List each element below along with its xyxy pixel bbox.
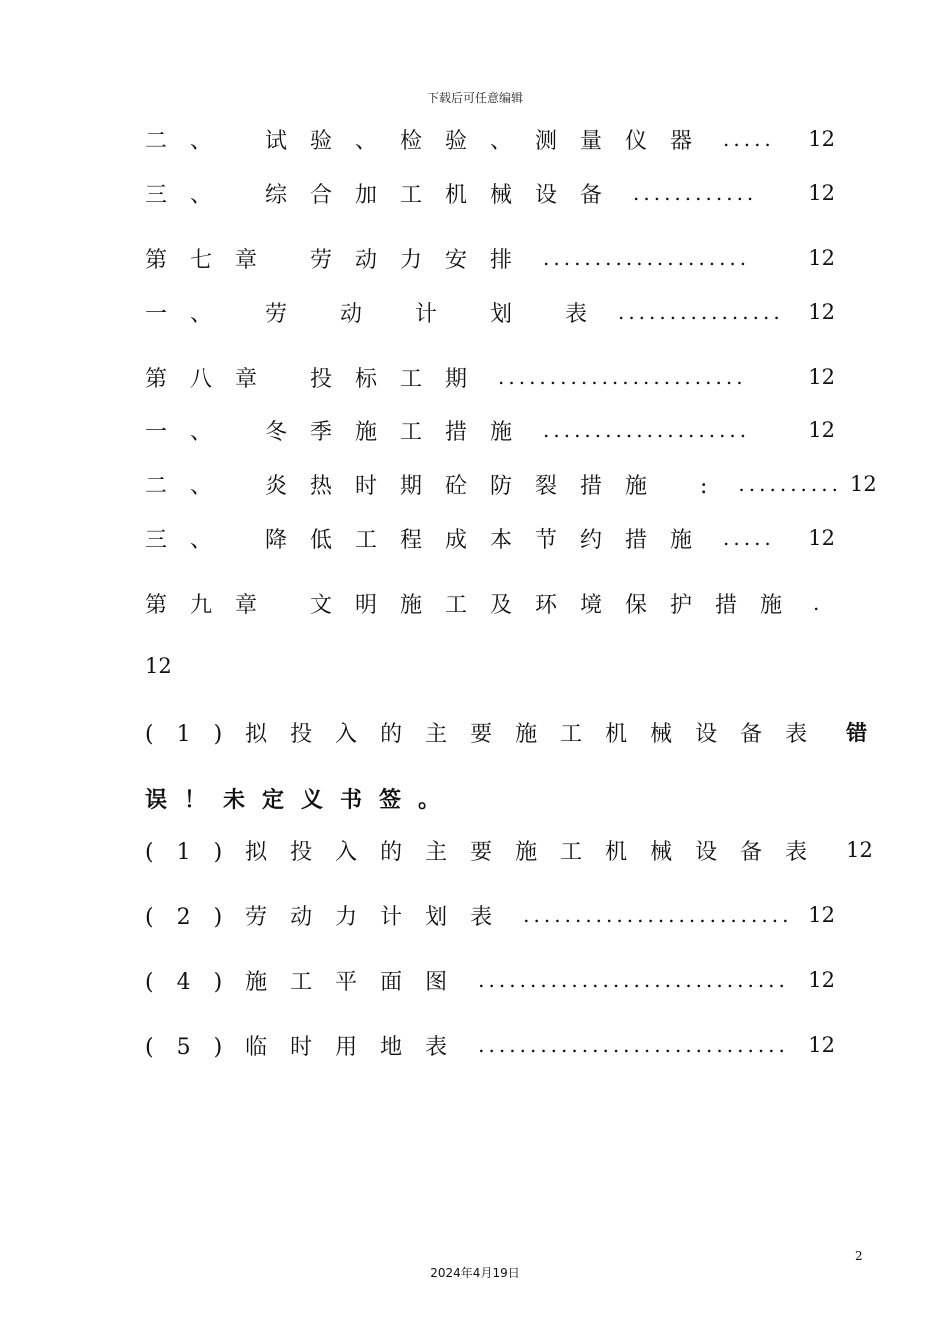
toc-leader-dots: .......... bbox=[738, 472, 842, 496]
toc-entry-text: 三、 降低工程成本节约措施 bbox=[145, 527, 715, 553]
toc-line[interactable] bbox=[145, 123, 835, 155]
toc-leader-dots: .............................. bbox=[478, 968, 789, 992]
toc-page-number: 12 bbox=[808, 526, 835, 550]
toc-page-number: 12 bbox=[808, 300, 835, 324]
footer-date: 2024年4月19日 bbox=[430, 1266, 520, 1280]
toc-leader-dots: ................ bbox=[617, 300, 784, 324]
toc-page-number: 12 bbox=[808, 1033, 835, 1057]
toc-entry-text: 第七章 劳动力安排 bbox=[145, 247, 535, 273]
toc-entry-text: 二、 试验、检验、测量仪器 bbox=[145, 128, 715, 154]
header-note: 下载后可任意编辑 bbox=[426, 91, 523, 105]
toc-leader-dots: ..... bbox=[723, 526, 775, 550]
toc-page-number: 12 bbox=[808, 903, 835, 927]
toc-line[interactable] bbox=[145, 468, 877, 500]
toc-leader-dots: ........................ bbox=[498, 365, 747, 389]
toc-wrapped-page-number: 12 bbox=[145, 654, 172, 678]
toc-line[interactable] bbox=[145, 242, 835, 274]
bookmark-error-message: 误！未定义书签。 bbox=[145, 788, 458, 813]
toc-leader-dots: .......................... bbox=[523, 903, 793, 927]
toc-line[interactable] bbox=[145, 1029, 835, 1061]
toc-page-number: 12 bbox=[849, 472, 877, 496]
toc-entry-text: 第八章 投标工期 bbox=[145, 366, 490, 392]
toc-leader-dots: .............................. bbox=[478, 1033, 789, 1057]
toc-line[interactable] bbox=[145, 899, 835, 931]
toc-page-number: 12 bbox=[808, 365, 835, 389]
toc-page-number: 12 bbox=[808, 246, 835, 270]
toc-entry-text: 一、 冬季施工措施 bbox=[145, 419, 535, 445]
toc-leader-dots: ............ bbox=[633, 181, 758, 205]
toc-line[interactable] bbox=[145, 177, 835, 209]
toc-line[interactable] bbox=[145, 361, 835, 393]
toc-line[interactable] bbox=[145, 716, 868, 748]
toc-line[interactable] bbox=[145, 296, 835, 328]
toc-line[interactable] bbox=[145, 414, 835, 446]
toc-line[interactable] bbox=[145, 587, 835, 619]
toc-leader-dots: .................... bbox=[543, 418, 751, 442]
toc-error-text: 错 bbox=[846, 721, 868, 745]
toc-entry-text: 三、 综合加工机械设备 bbox=[145, 182, 625, 208]
toc-page-number: 12 bbox=[808, 418, 835, 442]
toc-leader-dots: .................... bbox=[543, 246, 751, 270]
toc-entry-text: (4)施工平面图 bbox=[145, 969, 471, 995]
toc-entry-text: (1)拟投入的主要施工机械设备表 bbox=[145, 721, 831, 747]
toc-line[interactable] bbox=[145, 522, 835, 554]
toc-page-number: 12 bbox=[808, 127, 835, 151]
page-number: 2 bbox=[855, 1249, 863, 1263]
toc-page-number: 12 bbox=[846, 838, 873, 862]
toc-entry-text: 一、 劳 动 计 划 表 bbox=[145, 301, 610, 327]
toc-entry-text: (2)劳动力计划表 bbox=[145, 904, 516, 930]
toc-entry-text: 二、 炎热时期砼防裂措施 : bbox=[145, 473, 731, 499]
toc-entry-text: 第九章 文明施工及环境保护措施 bbox=[145, 592, 805, 618]
toc-page-number: 12 bbox=[808, 181, 835, 205]
toc-leader-dots: ..... bbox=[723, 127, 775, 151]
toc-entry-text: (5)临时用地表 bbox=[145, 1034, 471, 1060]
toc-line[interactable] bbox=[145, 834, 873, 866]
toc-page-number: 12 bbox=[808, 968, 835, 992]
toc-leader-dots: . bbox=[813, 591, 824, 615]
toc-entry-text: (1)拟投入的主要施工机械设备表 bbox=[145, 839, 831, 865]
toc-line[interactable] bbox=[145, 964, 835, 996]
